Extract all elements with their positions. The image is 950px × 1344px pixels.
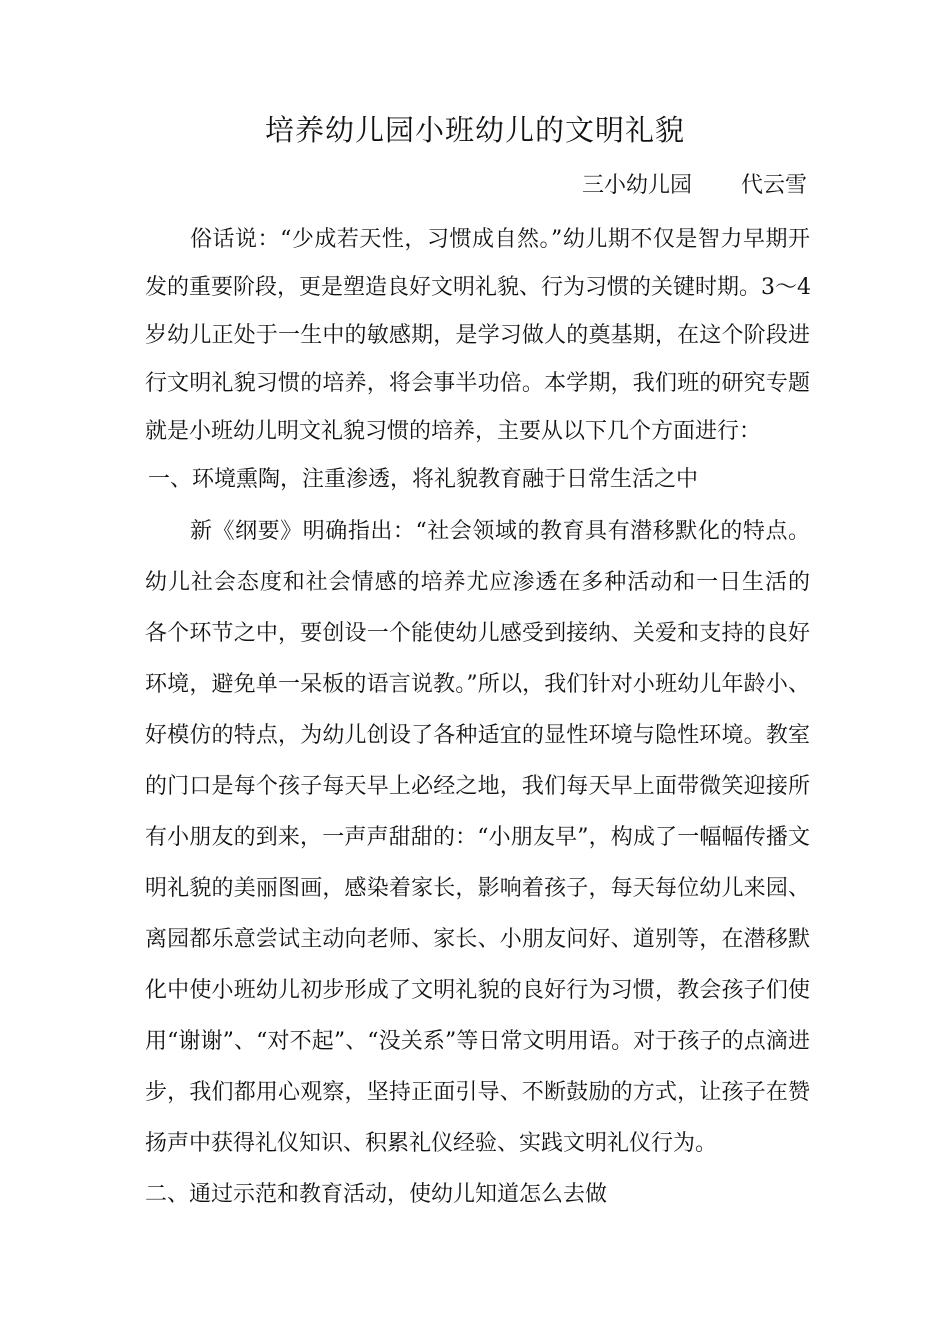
paragraph-line: 行文明礼貌习惯的培养，将会事半功倍。本学期，我们班的研究专题 [145,371,810,396]
section-heading: 一、环境熏陶，注重渗透，将礼貌教育融于日常生活之中 [148,467,699,492]
paragraph-line: 用“谢谢”、“对不起”、“没关系”等日常文明用语。对于孩子的点滴进 [145,1029,810,1054]
paragraph-line: 步，我们都用心观察，坚持正面引导、不断鼓励的方式，让孩子在赞 [145,1080,810,1105]
paragraph-line: 俗话说：“少成若天性，习惯成自然。”幼儿期不仅是智力早期开 [190,227,810,252]
paragraph-line: 明礼貌的美丽图画，感染着家长，影响着孩子，每天每位幼儿来园、 [145,876,810,901]
paragraph-line: 幼儿社会态度和社会情感的培养尤应渗透在多种活动和一日生活的 [145,570,810,595]
section-heading: 二、通过示范和教育活动，使幼儿知道怎么去做 [145,1182,608,1207]
paragraph-line: 新《纲要》明确指出：“社会领域的教育具有潜移默化的特点。 [190,519,810,544]
paragraph-line: 化中使小班幼儿初步形成了文明礼貌的良好行为习惯，教会孩子们使 [145,978,810,1003]
paragraph-line: 离园都乐意尝试主动向老师、家长、小朋友问好、道别等，在潜移默 [145,927,810,952]
document-title: 培养幼儿园小班幼儿的文明礼貌 [264,113,685,147]
paragraph-line: 岁幼儿正处于一生中的敏感期，是学习做人的奠基期，在这个阶段进 [145,323,810,348]
paragraph-line: 就是小班幼儿明文礼貌习惯的培养，主要从以下几个方面进行： [145,419,762,444]
paragraph-line: 有小朋友的到来，一声声甜甜的：“小朋友早”，构成了一幅幅传播文 [145,825,810,850]
paragraph-line: 各个环节之中，要创设一个能使幼儿感受到接纳、关爱和支持的良好 [145,621,810,646]
paragraph-line: 环境，避免单一呆板的语言说教。”所以，我们针对小班幼儿年龄小、 [145,672,810,697]
paragraph-line: 扬声中获得礼仪知识、积累礼仪经验、实践文明礼仪行为。 [145,1131,718,1156]
paragraph-line: 好模仿的特点，为幼儿创设了各种适宜的显性环境与隐性环境。教室 [145,723,810,748]
paragraph-line: 的门口是每个孩子每天早上必经之地，我们每天早上面带微笑迎接所 [145,774,810,799]
paragraph-line: 发的重要阶段，更是塑造良好文明礼貌、行为习惯的关键时期。3～4 [145,275,811,300]
author-byline: 三小幼儿园 代云雪 [582,173,807,198]
